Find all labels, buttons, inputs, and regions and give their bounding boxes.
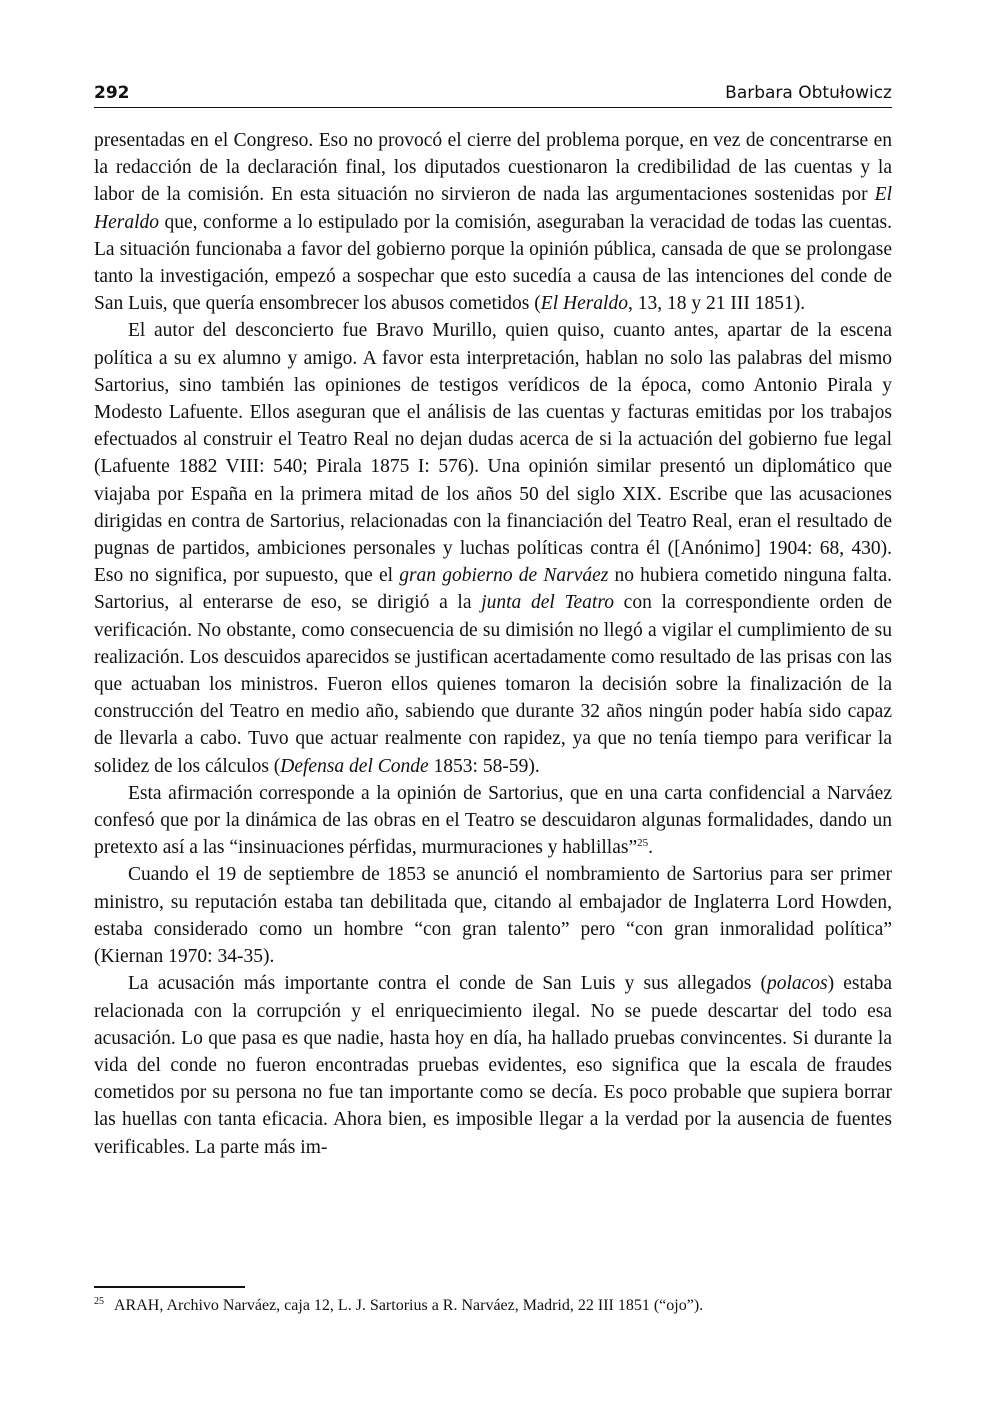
paragraph-3: Esta afirmación corresponde a la opinión de Sartorius, que en una carta confidencial a Narváez confesó que por la dinámica de las obras en el Teatro se descuidaron algunas formalidades, dando un pretexto así a las “insinuaciones pérfidas, murmuraciones y hablillas”$^{25}$. — [94, 782, 892, 859]
footnote-rule — [94, 1286, 245, 1288]
paragraph-4: Cuando el 19 de septiembre de 1853 se anunció el nombramiento de Sartorius para ser primer ministro, su reputación estaba tan debilitada que, citando al embajador de Inglaterra Lord Howden, estaba considerado como un hombre “con gran talento” pero “con gran inmoralidad política” (Kiernan 1970: 34-35). — [94, 864, 892, 968]
footnote-reference[interactable]: 25 — [637, 837, 649, 850]
italic-phrase: junta del Teatro — [481, 592, 614, 614]
paragraph-1: presentadas en el Congreso. Eso no provocó el cierre del problema porque, en vez de concentrarse en la redacción de la declaración final, los diputados cuestionaron la credibilidad de las cuentas y la labor de la comisión. En esta situación no sirvieron de nada las argumentaciones sostenidas por El Heraldo que, conforme a lo estipulado por la comisión, aseguraban la veracidad de todas las cuentas. La situación funcionaba a favor del gobierno porque la opinión pública, cansada de que se prolongase tanto la investigación, empezó a sospechar que esto sucedía a causa de las intenciones del conde de San Luis, que quería ensombrecer los abusos cometidos (El Heraldo, 13, 18 y 21 III 1851). — [94, 130, 892, 315]
footnote-number: 25 — [94, 1296, 104, 1307]
footnote — [94, 1295, 892, 1317]
running-header — [94, 83, 892, 107]
italic-title: El Heraldo — [94, 184, 892, 233]
running-head-author: Barbara Obtułowicz — [725, 83, 892, 103]
page-number: 292 — [94, 83, 130, 103]
header-rule — [94, 107, 892, 108]
italic-title: El Heraldo — [540, 293, 628, 315]
italic-term: polacos — [766, 973, 828, 995]
footnote-text: ARAH, Archivo Narváez, caja 12, L. J. Sartorius a R. Narváez, Madrid, 22 III 1851 (“ojo”). — [114, 1297, 704, 1314]
body-text — [94, 127, 892, 1161]
italic-phrase: gran gobierno de Narváez — [399, 565, 609, 587]
paragraph-2: El autor del desconcierto fue Bravo Murillo, quien quiso, cuanto antes, apartar de la escena política a su ex alumno y amigo. A favor esta interpretación, hablan no solo las palabras del mismo Sartorius, sino también las opiniones de testigos verídicos de la época, como Antonio Pirala y Modesto Lafuente. Ellos aseguran que el análisis de las cuentas y facturas emitidas por los trabajos efectuados al construir el Teatro Real no dejan dudas acerca de si la actuación del gobierno fue legal (Lafuente 1882 VIII: 540; Pirala 1875 I: 576). Una opinión similar presentó un diplomático que viajaba por España en la primera mitad de los años 50 del siglo XIX. Escribe que las acusaciones dirigidas en contra de Sartorius, relacionadas con la financiación del Teatro Real, eran el resultado de pugnas de partidos, ambiciones personales y luchas políticas contra él ([Anónimo] 1904: 68, 430). Eso no significa, por supuesto, que el gran gobierno de Narváez no hubiera cometido ninguna falta. Sartorius, al enterarse de eso, se dirigió a la junta del Teatro con la correspondiente orden de verificación. No obstante, como consecuencia de su dimisión no llegó a vigilar el cumplimiento de su realización. Los descuidos aparecidos se justifican acertadamente como resultado de las prisas con las que actuaban los ministros. Fueron ellos quienes tomaron la decisión sobre la finalización de la construcción del Teatro en medio año, sabiendo que durante 32 años ningún poder había sido capaz de llevarla a cabo. Tuvo que actuar realmente con rapidez, ya que no tenía tiempo para verificar la solidez de los cálculos (Defensa del Conde 1853: 58-59). — [94, 320, 892, 777]
italic-title: Defensa del Conde — [280, 755, 429, 777]
paragraph-5: La acusación más importante contra el conde de San Luis y sus allegados (polacos) estaba relacionada con la corrupción y el enriquecimiento ilegal. No se puede descartar del todo esa acusación. Lo que pasa es que nadie, hasta hoy en día, ha hallado pruebas convincentes. Si durante la vida del conde no fueron encontradas pruebas evidentes, eso significa que la escala de fraudes cometidos por su persona no fue tan importante como se decía. Es poco probable que supiera borrar las huellas con tanta eficacia. Ahora bien, es imposible llegar a la verdad por la ausencia de fuentes verificables. La parte más im- — [94, 973, 892, 1158]
